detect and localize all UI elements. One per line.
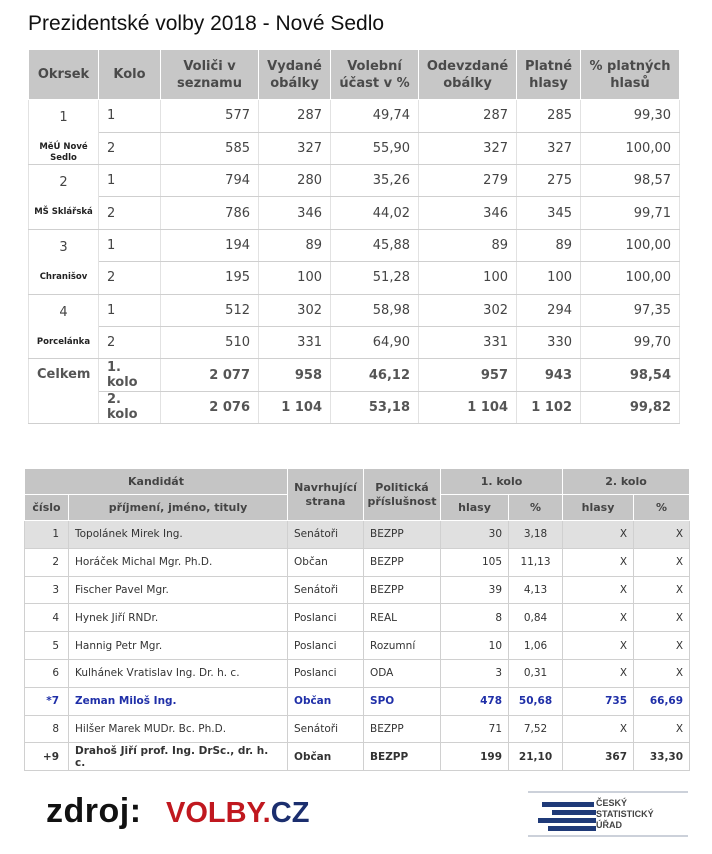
table-row (29, 132, 680, 165)
candidate-row (25, 659, 690, 687)
pct-platnych-cell: 100,00 (581, 262, 680, 294)
votes-round1: 10 (441, 632, 509, 660)
candidate-prislusnost: SPO (364, 687, 441, 715)
candidate-row (25, 743, 690, 771)
pct-round1: 1,06 (509, 632, 563, 660)
table-row (29, 294, 680, 326)
candidate-number: +9 (25, 743, 69, 771)
volici-cell: 2 076 (161, 391, 259, 423)
okrsek-number: 2 (59, 175, 68, 190)
ucast-cell: 55,90 (331, 132, 419, 165)
csu-line: STATISTICKÝ (596, 809, 654, 819)
col-hlasy2: hlasy (563, 495, 634, 521)
odevzdane-cell: 327 (419, 132, 517, 165)
csu-logo-text (596, 798, 654, 831)
candidate-row (25, 632, 690, 660)
votes-round2: X (563, 576, 634, 604)
ucast-cell: 51,28 (331, 262, 419, 294)
votes-round2: X (563, 604, 634, 632)
kolo-cell: 2 (99, 132, 161, 165)
okrsek-cell (29, 100, 99, 165)
platne-cell: 1 102 (517, 391, 581, 423)
kolo-cell: 2 (99, 326, 161, 358)
col-ucast: Volební účast v % (331, 50, 419, 100)
volici-cell: 577 (161, 100, 259, 133)
odevzdane-cell: 302 (419, 294, 517, 326)
csu-line: ÚŘAD (596, 820, 622, 830)
vydane-cell: 302 (259, 294, 331, 326)
votes-round1: 39 (441, 576, 509, 604)
candidate-number: 8 (25, 715, 69, 743)
votes-round2: X (563, 715, 634, 743)
odevzdane-cell: 957 (419, 359, 517, 391)
candidate-row (25, 576, 690, 604)
candidate-navrhujici: Občan (288, 548, 364, 576)
table-row (29, 229, 680, 261)
candidate-prislusnost: Rozumní (364, 632, 441, 660)
votes-round1: 71 (441, 715, 509, 743)
candidate-prislusnost: BEZPP (364, 521, 441, 549)
turnout-header-row (29, 50, 680, 100)
candidates-header-row (25, 469, 690, 495)
volby-text: VOLBY. (166, 797, 271, 829)
pct-round2: X (634, 521, 690, 549)
candidate-row (25, 604, 690, 632)
ucast-cell: 53,18 (331, 391, 419, 423)
candidate-name: Horáček Michal Mgr. Ph.D. (69, 548, 288, 576)
odevzdane-cell: 331 (419, 326, 517, 358)
col-kolo1: 1. kolo (441, 469, 563, 495)
candidate-navrhujici: Poslanci (288, 604, 364, 632)
pct-round1: 21,10 (509, 743, 563, 771)
ucast-cell: 64,90 (331, 326, 419, 358)
candidate-prislusnost: BEZPP (364, 548, 441, 576)
platne-cell: 330 (517, 326, 581, 358)
cz-text: CZ (270, 797, 310, 829)
candidate-prislusnost: BEZPP (364, 715, 441, 743)
total-row (29, 359, 680, 391)
votes-round1: 478 (441, 687, 509, 715)
platne-cell: 345 (517, 197, 581, 229)
volici-cell: 585 (161, 132, 259, 165)
pct-platnych-cell: 99,70 (581, 326, 680, 358)
okrsek-number: 3 (59, 239, 68, 255)
candidate-number: 6 (25, 659, 69, 687)
table-row (29, 100, 680, 133)
kolo-cell: 2. kolo (99, 391, 161, 423)
vydane-cell: 89 (259, 229, 331, 261)
candidate-name: Topolánek Mirek Ing. (69, 521, 288, 549)
candidate-name: Drahoš Jiří prof. Ing. DrSc., dr. h. c. (69, 743, 288, 771)
candidate-navrhujici: Poslanci (288, 659, 364, 687)
pct-round2: X (634, 576, 690, 604)
kolo-cell: 1 (99, 165, 161, 197)
odevzdane-cell: 287 (419, 100, 517, 133)
col-hlasy1: hlasy (441, 495, 509, 521)
candidate-row (25, 715, 690, 743)
candidate-row (25, 548, 690, 576)
pct-round2: 66,69 (634, 687, 690, 715)
vydane-cell: 327 (259, 132, 331, 165)
kolo-cell: 2 (99, 262, 161, 294)
candidate-name: Kulhánek Vratislav Ing. Dr. h. c. (69, 659, 288, 687)
kolo-cell: 2 (99, 197, 161, 229)
okrsek-cell (29, 294, 99, 359)
votes-round1: 30 (441, 521, 509, 549)
candidate-navrhujici: Senátoři (288, 576, 364, 604)
candidate-name: Hynek Jiří RNDr. (69, 604, 288, 632)
candidate-navrhujici: Občan (288, 687, 364, 715)
candidate-number: 4 (25, 604, 69, 632)
pct-platnych-cell: 97,35 (581, 294, 680, 326)
volici-cell: 195 (161, 262, 259, 294)
candidate-name: Hannig Petr Mgr. (69, 632, 288, 660)
ucast-cell: 58,98 (331, 294, 419, 326)
pct-platnych-cell: 98,54 (581, 359, 680, 391)
col-pct-platnych: % platných hlasů (581, 50, 680, 100)
col-kandidat: Kandidát (25, 469, 288, 495)
votes-round2: X (563, 521, 634, 549)
col-volici: Voliči v seznamu (161, 50, 259, 100)
okrsek-name: MěÚ Nové Sedlo (39, 142, 88, 163)
table-row (29, 197, 680, 229)
volici-cell: 2 077 (161, 359, 259, 391)
pct-round1: 50,68 (509, 687, 563, 715)
col-politicka: Politická příslušnost (364, 469, 441, 521)
candidate-number: *7 (25, 687, 69, 715)
vydane-cell: 100 (259, 262, 331, 294)
platne-cell: 100 (517, 262, 581, 294)
platne-cell: 943 (517, 359, 581, 391)
kolo-cell: 1. kolo (99, 359, 161, 391)
total-row (29, 391, 680, 423)
col-kolo: Kolo (99, 50, 161, 100)
votes-round2: 367 (563, 743, 634, 771)
vydane-cell: 280 (259, 165, 331, 197)
candidate-navrhujici: Senátoři (288, 521, 364, 549)
vydane-cell: 287 (259, 100, 331, 133)
candidate-prislusnost: BEZPP (364, 743, 441, 771)
platne-cell: 294 (517, 294, 581, 326)
candidates-table (24, 468, 690, 771)
odevzdane-cell: 279 (419, 165, 517, 197)
candidate-number: 1 (25, 521, 69, 549)
ucast-cell: 45,88 (331, 229, 419, 261)
pct-round2: X (634, 659, 690, 687)
ucast-cell: 46,12 (331, 359, 419, 391)
pct-platnych-cell: 100,00 (581, 229, 680, 261)
csu-line: ČESKÝ (596, 798, 628, 808)
vydane-cell: 346 (259, 197, 331, 229)
votes-round1: 105 (441, 548, 509, 576)
col-pct1: % (509, 495, 563, 521)
col-okrsek: Okrsek (29, 50, 99, 100)
candidate-navrhujici: Občan (288, 743, 364, 771)
candidate-prislusnost: ODA (364, 659, 441, 687)
col-jmeno: příjmení, jméno, tituly (69, 495, 288, 521)
col-vydane: Vydané obálky (259, 50, 331, 100)
okrsek-name: MŠ Sklářská (34, 207, 93, 217)
page-title: Prezidentské volby 2018 - Nové Sedlo (28, 12, 385, 35)
pct-round1: 0,84 (509, 604, 563, 632)
pct-round1: 7,52 (509, 715, 563, 743)
votes-round1: 8 (441, 604, 509, 632)
votes-round1: 199 (441, 743, 509, 771)
volici-cell: 194 (161, 229, 259, 261)
ucast-cell: 44,02 (331, 197, 419, 229)
candidate-name: Zeman Miloš Ing. (69, 687, 288, 715)
col-navrhujici: Navrhující strana (288, 469, 364, 521)
pct-platnych-cell: 98,57 (581, 165, 680, 197)
pct-round2: 33,30 (634, 743, 690, 771)
vydane-cell: 958 (259, 359, 331, 391)
okrsek-number: 1 (59, 110, 68, 125)
votes-round1: 3 (441, 659, 509, 687)
odevzdane-cell: 100 (419, 262, 517, 294)
candidate-name: Hilšer Marek MUDr. Bc. Ph.D. (69, 715, 288, 743)
pct-round1: 3,18 (509, 521, 563, 549)
vydane-cell: 1 104 (259, 391, 331, 423)
turnout-table (28, 49, 680, 424)
platne-cell: 285 (517, 100, 581, 133)
col-odevzdane: Odevzdané obálky (419, 50, 517, 100)
candidate-prislusnost: BEZPP (364, 576, 441, 604)
volby-cz-logo[interactable] (166, 797, 309, 830)
pct-platnych-cell: 100,00 (581, 132, 680, 165)
pct-round1: 11,13 (509, 548, 563, 576)
kolo-cell: 1 (99, 100, 161, 133)
votes-round2: 735 (563, 687, 634, 715)
votes-round2: X (563, 548, 634, 576)
pct-round2: X (634, 604, 690, 632)
volici-cell: 794 (161, 165, 259, 197)
pct-round2: X (634, 715, 690, 743)
source-label: zdroj: (46, 792, 142, 830)
volici-cell: 512 (161, 294, 259, 326)
ucast-cell: 35,26 (331, 165, 419, 197)
volici-cell: 786 (161, 197, 259, 229)
candidate-number: 5 (25, 632, 69, 660)
col-platne: Platné hlasy (517, 50, 581, 100)
candidate-number: 2 (25, 548, 69, 576)
votes-round2: X (563, 632, 634, 660)
candidate-number: 3 (25, 576, 69, 604)
odevzdane-cell: 1 104 (419, 391, 517, 423)
candidate-name: Fischer Pavel Mgr. (69, 576, 288, 604)
candidate-navrhujici: Poslanci (288, 632, 364, 660)
col-cislo: číslo (25, 495, 69, 521)
pct-platnych-cell: 99,82 (581, 391, 680, 423)
table-row (29, 262, 680, 294)
pct-platnych-cell: 99,71 (581, 197, 680, 229)
kolo-cell: 1 (99, 294, 161, 326)
celkem-label: Celkem (29, 359, 99, 424)
votes-round2: X (563, 659, 634, 687)
platne-cell: 275 (517, 165, 581, 197)
volici-cell: 510 (161, 326, 259, 358)
pct-platnych-cell: 99,30 (581, 100, 680, 133)
okrsek-name: Chranišov (39, 271, 88, 282)
ucast-cell: 49,74 (331, 100, 419, 133)
vydane-cell: 331 (259, 326, 331, 358)
pct-round2: X (634, 632, 690, 660)
okrsek-cell (29, 229, 99, 294)
platne-cell: 327 (517, 132, 581, 165)
table-row (29, 165, 680, 197)
kolo-cell: 1 (99, 229, 161, 261)
pct-round1: 4,13 (509, 576, 563, 604)
okrsek-number: 4 (59, 304, 68, 320)
odevzdane-cell: 346 (419, 197, 517, 229)
col-pct2: % (634, 495, 690, 521)
pct-round1: 0,31 (509, 659, 563, 687)
candidate-navrhujici: Senátoři (288, 715, 364, 743)
platne-cell: 89 (517, 229, 581, 261)
pct-round2: X (634, 548, 690, 576)
table-row (29, 326, 680, 358)
candidate-row (25, 687, 690, 715)
col-kolo2: 2. kolo (563, 469, 690, 495)
candidate-row (25, 521, 690, 549)
okrsek-cell (29, 165, 99, 230)
okrsek-name: Porcelánka (36, 336, 91, 347)
candidate-prislusnost: REAL (364, 604, 441, 632)
odevzdane-cell: 89 (419, 229, 517, 261)
